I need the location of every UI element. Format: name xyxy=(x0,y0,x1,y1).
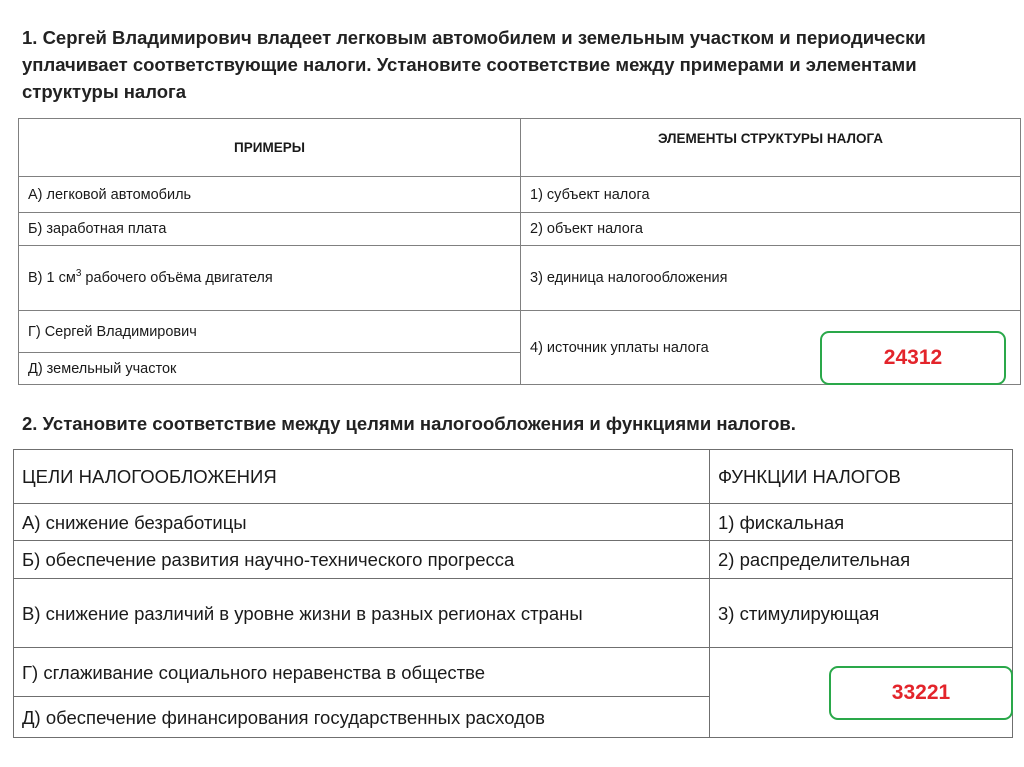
goal-d: Д) обеспечение финансирования государственных расходов xyxy=(14,697,710,738)
goal-a: А) снижение безработицы xyxy=(14,504,710,541)
element-3: 3) единица налогообложения xyxy=(521,246,1021,311)
task1-title: 1. Сергей Владимирович владеет легковым автомобилем и земельным участком и периодически уплачивает соответствующие налоги. Установите соответствие между примерами и элементами структуры налога xyxy=(22,27,926,102)
table-row xyxy=(14,504,1013,541)
example-b: Б) заработная плата xyxy=(19,213,521,246)
element-1: 1) субъект налога xyxy=(521,177,1021,213)
example-v-superscript: 3 xyxy=(75,268,82,280)
element-4: 4) источник уплаты налога xyxy=(521,311,1021,385)
element-2: 2) объект налога xyxy=(521,213,1021,246)
table-row xyxy=(14,541,1013,579)
task2-title: 2. Установите соответствие между целями налогообложения и функциями налогов. xyxy=(22,413,796,434)
goal-v: В) снижение различий в уровне жизни в разных регионах страны xyxy=(14,579,710,648)
task2-header-functions: ФУНКЦИИ НАЛОГОВ xyxy=(710,450,1013,504)
task2-header-row xyxy=(14,450,1013,504)
example-v-rest: рабочего объёма двигателя xyxy=(81,270,273,286)
example-v-text: В) 1 см xyxy=(28,270,76,286)
table-row xyxy=(19,246,1021,311)
function-2: 2) распределительная xyxy=(710,541,1013,579)
task1-answer-box: 24312 xyxy=(820,331,1006,385)
example-g: Г) Сергей Владимирович xyxy=(19,311,521,353)
task1-header-examples: ПРИМЕРЫ xyxy=(19,119,521,177)
task1-header-elements: ЭЛЕМЕНТЫ СТРУКТУРЫ НАЛОГА xyxy=(521,119,1021,177)
table-row xyxy=(14,579,1013,648)
task2-answer-box: 33221 xyxy=(829,666,1013,720)
table-row xyxy=(19,213,1021,246)
task1-header-row xyxy=(19,119,1021,177)
task2-header-goals: ЦЕЛИ НАЛОГООБЛОЖЕНИЯ xyxy=(14,450,710,504)
function-1: 1) фискальная xyxy=(710,504,1013,541)
example-v xyxy=(19,246,521,311)
table-row xyxy=(19,177,1021,213)
example-d: Д) земельный участок xyxy=(19,353,521,385)
goal-g: Г) сглаживание социального неравенства в обществе xyxy=(14,648,710,697)
goal-b: Б) обеспечение развития научно-технического прогресса xyxy=(14,541,710,579)
function-3: 3) стимулирующая xyxy=(710,579,1013,648)
example-a: А) легковой автомобиль xyxy=(19,177,521,213)
